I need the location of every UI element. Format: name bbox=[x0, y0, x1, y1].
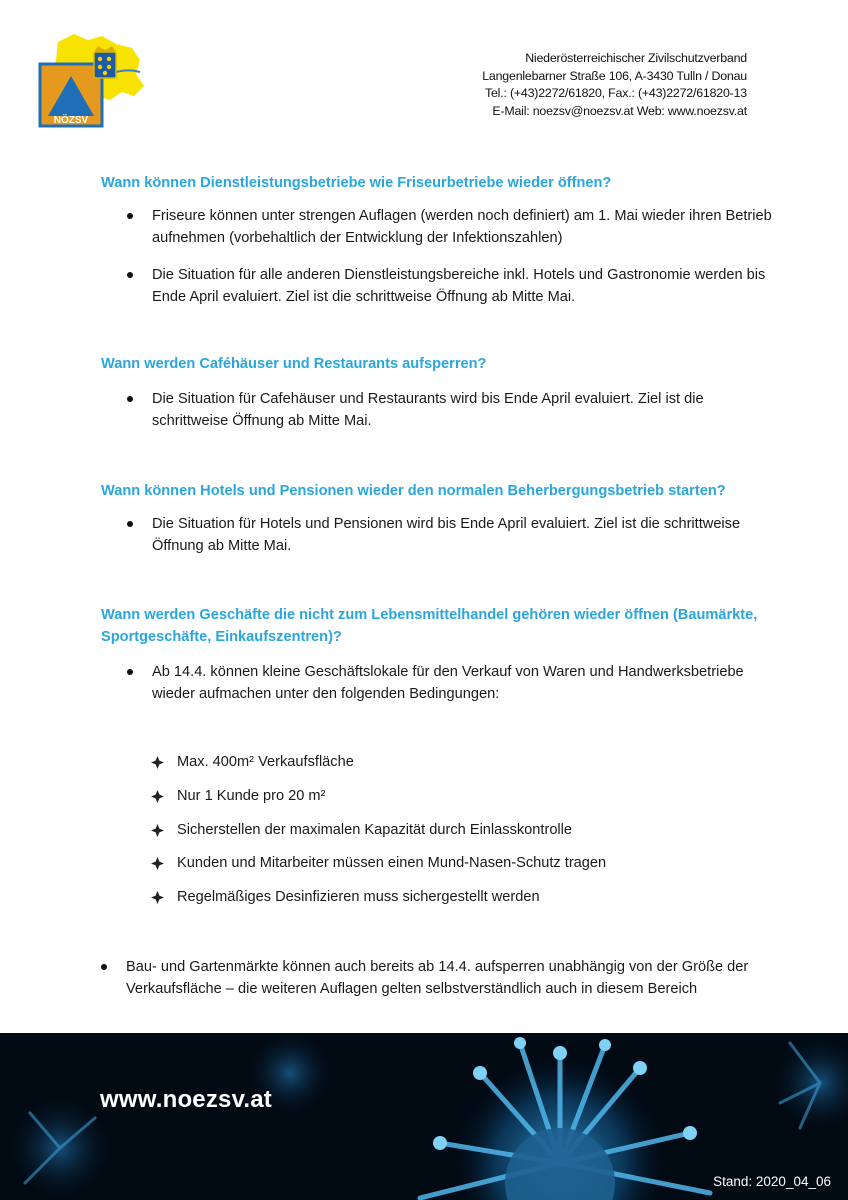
condition-text: Max. 400m² Verkaufsfläche bbox=[177, 754, 354, 770]
diamond-bullet-icon bbox=[151, 857, 164, 870]
footer-website-link[interactable]: www.noezsv.at bbox=[100, 1086, 272, 1113]
condition-item bbox=[177, 886, 737, 908]
condition-item bbox=[177, 785, 737, 807]
section-heading: Wann können Dienstleistungsbetriebe wie Friseurbetriebe wieder öffnen? bbox=[101, 175, 612, 191]
noezsv-logo bbox=[36, 30, 148, 130]
condition-text: Nur 1 Kunde pro 20 m² bbox=[177, 788, 326, 804]
list-item: Ab 14.4. können kleine Geschäftslokale für den Verkauf von Waren und Handwerksbetriebe wieder aufmachen unter den folgenden Bedingungen: bbox=[152, 661, 772, 705]
condition-text: Kunden und Mitarbeiter müssen einen Mund-Nasen-Schutz tragen bbox=[177, 855, 607, 871]
org-address: Langenlebarner Straße 106, A-3430 Tulln / Donau bbox=[482, 68, 747, 83]
diamond-bullet-icon bbox=[151, 756, 164, 769]
org-email-web: E-Mail: noezsv@noezsv.at Web: www.noezsv.at bbox=[492, 103, 747, 118]
list-item: Die Situation für Hotels und Pensionen wird bis Ende April evaluiert. Ziel ist die schrittweise Öffnung ab Mitte Mai. bbox=[152, 513, 772, 557]
org-contact-block bbox=[482, 50, 747, 120]
section-heading: Wann werden Caféhäuser und Restaurants aufsperren? bbox=[101, 356, 487, 372]
diamond-bullet-icon bbox=[151, 790, 164, 803]
list-item: Bau- und Gartenmärkte können auch bereits ab 14.4. aufsperren unabhängig von der Größe der Verkaufsfläche – die weiteren Auflagen gelten selbstverständlich auch in diesem Bereich bbox=[126, 956, 766, 1000]
list-item: Die Situation für Cafehäuser und Restaurants wird bis Ende April evaluiert. Ziel ist die schrittweise Öffnung ab Mitte Mai. bbox=[152, 388, 772, 432]
condition-item bbox=[177, 852, 737, 874]
org-name: Niederösterreichischer Zivilschutzverband bbox=[525, 51, 747, 65]
diamond-bullet-icon bbox=[151, 891, 164, 904]
condition-item bbox=[177, 751, 737, 773]
condition-text: Sicherstellen der maximalen Kapazität durch Einlasskontrolle bbox=[177, 822, 573, 838]
section-heading: Wann werden Geschäfte die nicht zum Lebensmittelhandel gehören wieder öffnen (Baumärkte, Sportgeschäfte, Einkaufszentren)? bbox=[101, 607, 758, 645]
diamond-bullet-icon bbox=[151, 824, 164, 837]
org-phone: Tel.: (+43)2272/61820, Fax.: (+43)2272/61820-13 bbox=[484, 86, 747, 100]
list-item: Die Situation für alle anderen Dienstleistungsbereiche inkl. Hotels und Gastronomie werden bis Ende April evaluiert. Ziel ist die schrittweise Öffnung ab Mitte Mai. bbox=[152, 264, 772, 308]
footer-date-stamp: Stand: 2020_04_06 bbox=[713, 1174, 831, 1189]
section-heading: Wann können Hotels und Pensionen wieder den normalen Beherbergungsbetrieb starten? bbox=[101, 483, 726, 499]
list-item: Friseure können unter strengen Auflagen (werden noch definiert) am 1. Mai wieder ihren Betrieb aufnehmen (vorbehaltlich der Entwicklung der Infektionszahlen) bbox=[152, 205, 772, 249]
svg-text:NÖZSV: NÖZSV bbox=[53, 115, 89, 126]
condition-text: Regelmäßiges Desinfizieren muss sichergestellt werden bbox=[177, 889, 540, 905]
condition-item bbox=[177, 819, 737, 841]
